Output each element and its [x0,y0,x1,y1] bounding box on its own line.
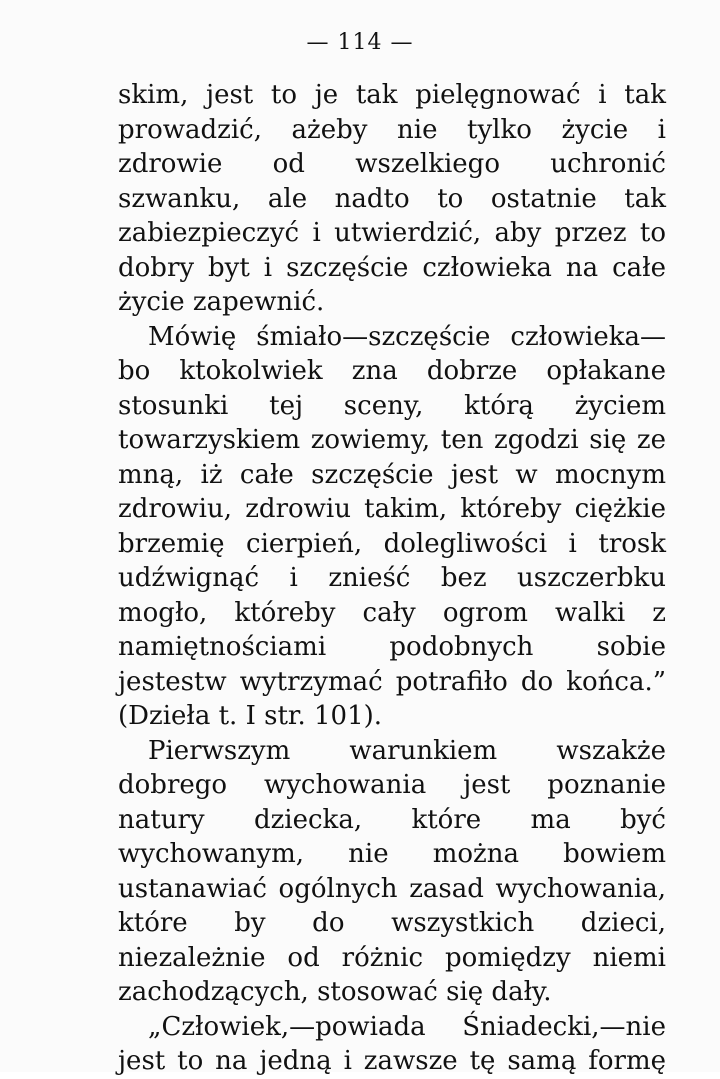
body-text [118,78,666,1079]
paragraph-1: skim, jest to je tak pielęgnować i tak prowadzić, ażeby nie tylko życie i zdrowie od wszelkiego uchronić szwanku, ale nadto to ostatnie tak zabiezpieczyć i utwierdzić, aby przez to dobry byt i szczęście człowieka na całe życie zapewnić. [118,80,666,317]
paragraph-2: Mówię śmiało—szczęście człowieka—bo ktokolwiek zna dobrze opłakane stosunki tej sceny, którą życiem towarzyskiem zowiemy, ten zgodzi się ze mną, iż całe szczęście jest w mocnym zdrowiu, zdrowiu takim, któreby ciężkie brzemię cierpień, dolegliwości i trosk udźwignąć i znieść bez uszczerbku mogło, któreby cały ogrom walki z namiętnościami podobnych sobie jestestw wytrzymać potrafiło do końca.” (Dzieła t. I str. 101). [118,321,666,731]
paragraph-3: Pierwszym warunkiem wszakże dobrego wychowania jest poznanie natury dziecka, które ma być wychowanym, nie można bowiem ustanawiać ogólnych zasad wychowania, które by do wszystkich dzieci, niezależnie od różnic pomiędzy niemi zachodzących, stosować się dały. [118,735,666,1007]
paragraph-4: „Człowiek,—powiada Śniadecki,—nie jest to na jedną i zawsze tę samą formę [118,1011,666,1076]
page-number: — 114 — [306,30,414,55]
